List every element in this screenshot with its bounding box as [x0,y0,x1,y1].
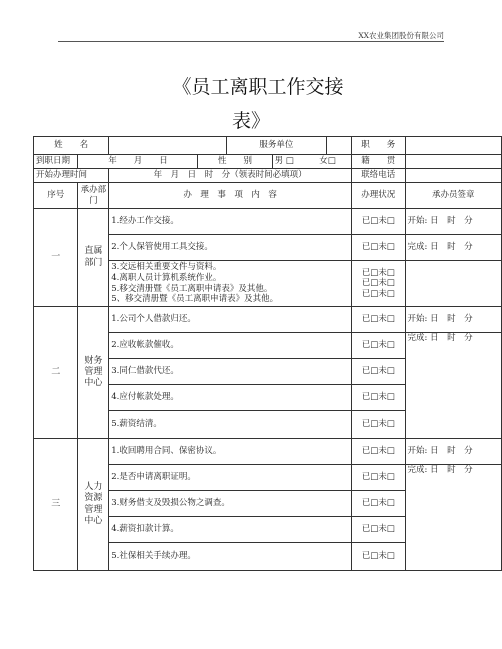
status-checkbox[interactable]: 已□未□ [351,411,405,439]
form-title-line1: 《员工离职工作交接 [172,76,344,98]
company-name: XX农业集团股份有限公司 [358,31,444,40]
handover-form-table [33,136,502,571]
gender-label: 性 别 [198,155,272,169]
sign-blank[interactable] [405,261,501,307]
section-dept: 人力资源管理中心 [78,439,109,571]
status-checkbox[interactable]: 已□未□ [361,288,395,299]
section-seq: 二 [34,307,78,439]
task-item: 2.个人保管使用工具交接。 [109,235,352,261]
task-item: 1.公司个人借款归还。 [109,307,352,333]
status-checkbox[interactable]: 已□未□ [351,333,405,359]
task-item: 5、移交清册暨《员工离职申请表》及其他。 [111,294,279,305]
sign-start[interactable]: 开始: 日 时 分 [405,439,501,465]
task-item: 3.财务借支及毁损公物之调查。 [109,491,352,517]
status-checkbox[interactable]: 已□未□ [351,385,405,411]
col-items-header: 办 理 事 项 内 容 [109,183,352,209]
sign-done[interactable]: 完成: 日 时 分 [405,333,501,439]
unit-label: 服务单位 [226,137,326,155]
status-group [351,261,405,307]
header-rule [58,41,444,42]
sign-done[interactable]: 完成: 日 时 分 [405,465,501,571]
status-checkbox[interactable]: 已□未□ [351,517,405,543]
task-item: 5.薪资结清。 [109,411,352,439]
entry-date-field[interactable]: 年 月 日 [78,155,198,169]
entry-date-label: 到职日期 [34,155,78,169]
sign-done[interactable]: 完成: 日 时 分 [405,235,501,261]
task-item: 3.同仁借款代还。 [109,359,352,385]
form-title-line2: 表》 [231,110,270,132]
task-item: 1.经办工作交接。 [109,209,352,235]
gender-options[interactable]: 男 □ 女□ [272,155,351,169]
status-checkbox[interactable]: 已□未□ [351,543,405,571]
name-label: 姓 名 [34,137,109,155]
status-checkbox[interactable]: 已□未□ [351,235,405,261]
task-item: 2.是否申请离职证明。 [109,465,352,491]
status-checkbox[interactable]: 已□未□ [351,359,405,385]
task-item: 2.应收帐款催收。 [109,333,352,359]
status-checkbox[interactable]: 已□未□ [361,267,395,278]
name-field[interactable] [109,137,227,155]
start-time-field[interactable]: 年 月 日 时 分（领表时间必填项） [109,169,352,183]
origin-field[interactable] [405,155,501,169]
col-sign-header: 承办员签章 [405,183,501,209]
col-status-header: 办理状况 [351,183,405,209]
task-item: 4.薪资扣款计算。 [109,517,352,543]
task-item: 1.收回聘用合同、保密协议。 [109,439,352,465]
post-field[interactable] [405,137,501,155]
task-item: 4.应付帐款处理。 [109,385,352,411]
section-dept: 财务管理中心 [78,307,109,439]
task-item: 3.交远相关重要文件与资料。 [111,262,222,273]
status-checkbox[interactable]: 已□未□ [351,491,405,517]
task-item-group [109,261,352,307]
section-seq: 三 [34,439,78,571]
start-time-label: 开始办理时间 [34,169,109,183]
post-label: 职 务 [351,137,405,155]
origin-label: 籍 贯 [351,155,405,169]
task-item: 5.社保相关手续办理。 [109,543,352,571]
unit-field[interactable] [326,137,351,155]
status-checkbox[interactable]: 已□未□ [351,307,405,333]
status-checkbox[interactable]: 已□未□ [351,465,405,491]
status-checkbox[interactable]: 已□未□ [351,439,405,465]
status-checkbox[interactable]: 已□未□ [351,209,405,235]
sign-start[interactable]: 开始: 日 时 分 [405,307,501,333]
task-item: 5.移交清册暨《员工离职申请表》及其他。 [111,283,273,294]
task-item: 4.离职人员计算机系统作业。 [111,272,222,283]
phone-field[interactable] [405,169,501,183]
col-dept-header: 承办部门 [78,183,109,209]
col-seq-header: 序号 [34,183,78,209]
status-checkbox[interactable]: 已□未□ [361,278,395,289]
section-seq: 一 [34,209,78,307]
phone-label: 联络电话 [351,169,405,183]
sign-start[interactable]: 开始: 日 时 分 [405,209,501,235]
section-dept: 直属部门 [78,209,109,307]
